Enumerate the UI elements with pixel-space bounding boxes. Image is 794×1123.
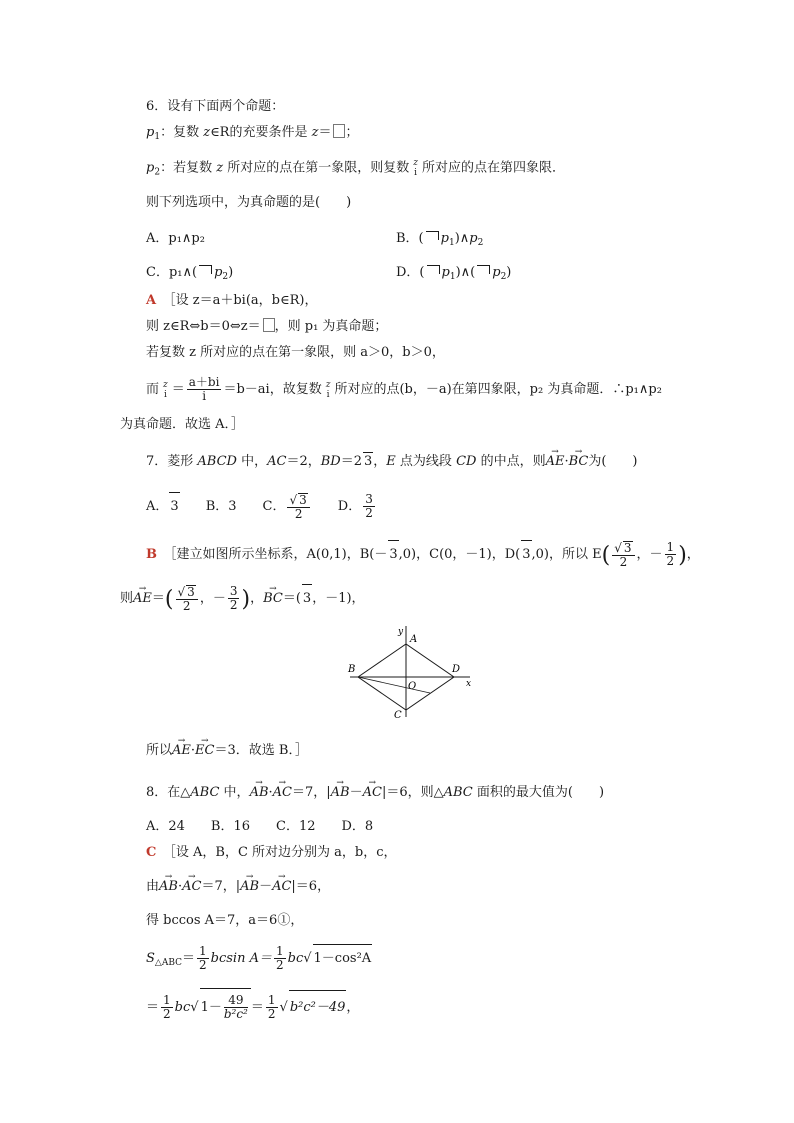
q8-solution-2: 由→ AB·→ AC＝7，|→ AB－→ AC|＝6， — [146, 878, 330, 896]
q7-stem: 7．菱形 ABCD 中，AC＝2，BD＝2 3，E 点为线段 CD 的中点，则→ AE·→ BC为( ) — [146, 452, 638, 471]
abi-over-i-fraction: $\frac{a+bi}{i}$ — [188, 375, 220, 403]
q6-option-b: B．( $p_1)\wedge p_2$ — [396, 231, 484, 248]
p2-text-c: 所对应的点在第四象限． — [421, 160, 565, 176]
p1-text-a: ：复数 — [160, 125, 204, 140]
p1-z2: z — [311, 125, 319, 140]
q6-p1 — [146, 124, 359, 146]
z-over-i-fraction: z i — [163, 379, 168, 400]
label-a: A — [410, 634, 418, 645]
z-over-i-fraction: z i — [413, 158, 418, 178]
not-icon — [199, 265, 212, 274]
p1-text-c: ＝ — [318, 125, 332, 140]
label-x: x — [466, 679, 472, 689]
label-d: D — [452, 664, 461, 675]
p1-z: z — [203, 125, 211, 140]
z-over-i-fraction: z i — [325, 379, 331, 400]
sqrt3-over-2: $\frac{√ 3}{2}$ — [287, 493, 309, 521]
sqrt-icon: 3 — [364, 454, 373, 469]
z-conjugate-icon — [263, 318, 275, 332]
q6-answer-letter: A — [146, 293, 157, 308]
q6-option-a: A．p₁∧p₂ — [146, 231, 205, 246]
vector-bc: → BC — [569, 453, 589, 471]
z-conjugate-icon — [333, 124, 345, 138]
q7-options: A． 3 B．3 C． $\frac{√ 3}{2}$ D． $\frac{3}{2}$ — [146, 492, 373, 521]
q6-ask: 则下列选项中，为真命题的是( ) — [146, 195, 352, 210]
q8-solution-5: ＝ $\frac{1}{2}$ bc√ 1－ $\frac{49}{\text{b²c²}}$ ＝ $\frac{1}{2}$ √ b²c²－49， — [146, 988, 359, 1025]
label-c: C — [394, 710, 402, 721]
p2-text-b: 所对应的点在第一象限，则复数 — [223, 160, 410, 176]
vector-ae: → AE — [546, 453, 565, 471]
label-o: O — [408, 681, 417, 692]
q7-solution-2: 则→ AE＝( $\frac{√ 3}{2}$ ，－ $\frac{3}{2}$ )，→ BC＝( 3，－1)， — [120, 584, 365, 614]
label-b: B — [348, 664, 356, 675]
q6-solution-4: 而 z i ＝ $\frac{a+bi}{i}$ ＝b－ai，故复数 z i 所对应的点(b，－a)在第四象限，p₂ 为真命题．∴p₁∧p₂ — [146, 375, 662, 403]
not-icon — [477, 265, 490, 274]
q7-solution-1: B ［建立如图所示坐标系，A(0,1)，B(－ 3,0)，C(0，－1)，D( 3,0)，所以 E( $\frac{√ 3}{2}$ ，－ $\frac{1}{2}$ )， — [146, 540, 700, 569]
q8-solution-3: 得 bccos A＝7，a＝6①， — [146, 913, 304, 928]
q6-stem: 6．设有下面两个命题： — [146, 99, 285, 114]
p1-end: ； — [345, 125, 359, 140]
not-icon — [427, 265, 440, 274]
q8-solution-4: $S_{\triangle ABC}=$ $\frac{1}{2}$ bcsin A＝ $\frac{1}{2}$ bc√ 1－cos²A — [146, 944, 372, 972]
q8-stem: 8．在△ABC 中，→ AB·→ AC＝7，|→ AB－→ AC|＝6，则△ABC 面积的最大值为( ) — [146, 784, 604, 802]
q6-solution-1: A ［设 z＝a＋bi(a，b∈R)， — [146, 293, 318, 308]
p1-sub: 1 — [154, 132, 161, 142]
q6-solution-3: 若复数 z 所对应的点在第一象限，则 a＞0，b＞0， — [146, 345, 445, 360]
p2-z: z — [216, 160, 224, 176]
p2-sub: 2 — [154, 167, 161, 178]
p1-text-b: ∈R的充要条件是 — [210, 125, 312, 140]
q7-answer-letter: B — [146, 547, 157, 562]
p1-label: p — [146, 125, 155, 140]
q8-answer-letter: C — [146, 845, 157, 860]
q6-solution-2: 则 z∈R⇔b＝0⇔z＝ ，则 p₁ 为真命题； — [146, 319, 388, 334]
rhombus-coordinate-diagram — [330, 622, 480, 722]
p2-label: p — [146, 160, 155, 176]
p2-text-a: ：若复数 — [160, 160, 217, 176]
q6-option-c: C．p₁∧( $p_2$) — [146, 265, 234, 282]
three-over-two: $\frac{3}{2}$ — [365, 492, 373, 520]
q8-options: A．24 B．16 C．12 D．8 — [146, 819, 374, 834]
q8-solution-1: C ［设 A，B，C 所对边分别为 a，b，c， — [146, 845, 397, 860]
not-icon — [426, 231, 439, 240]
label-y: y — [398, 627, 404, 637]
q7-solution-3: 所以→ AE·→ EC＝3．故选 B．］ — [146, 742, 308, 760]
q6-option-d: D．( $p_1)\wedge$( $p_2$) — [396, 265, 512, 282]
q6-p2 — [146, 158, 565, 182]
q6-solution-5: 为真命题．故选 A．］ — [120, 417, 245, 432]
